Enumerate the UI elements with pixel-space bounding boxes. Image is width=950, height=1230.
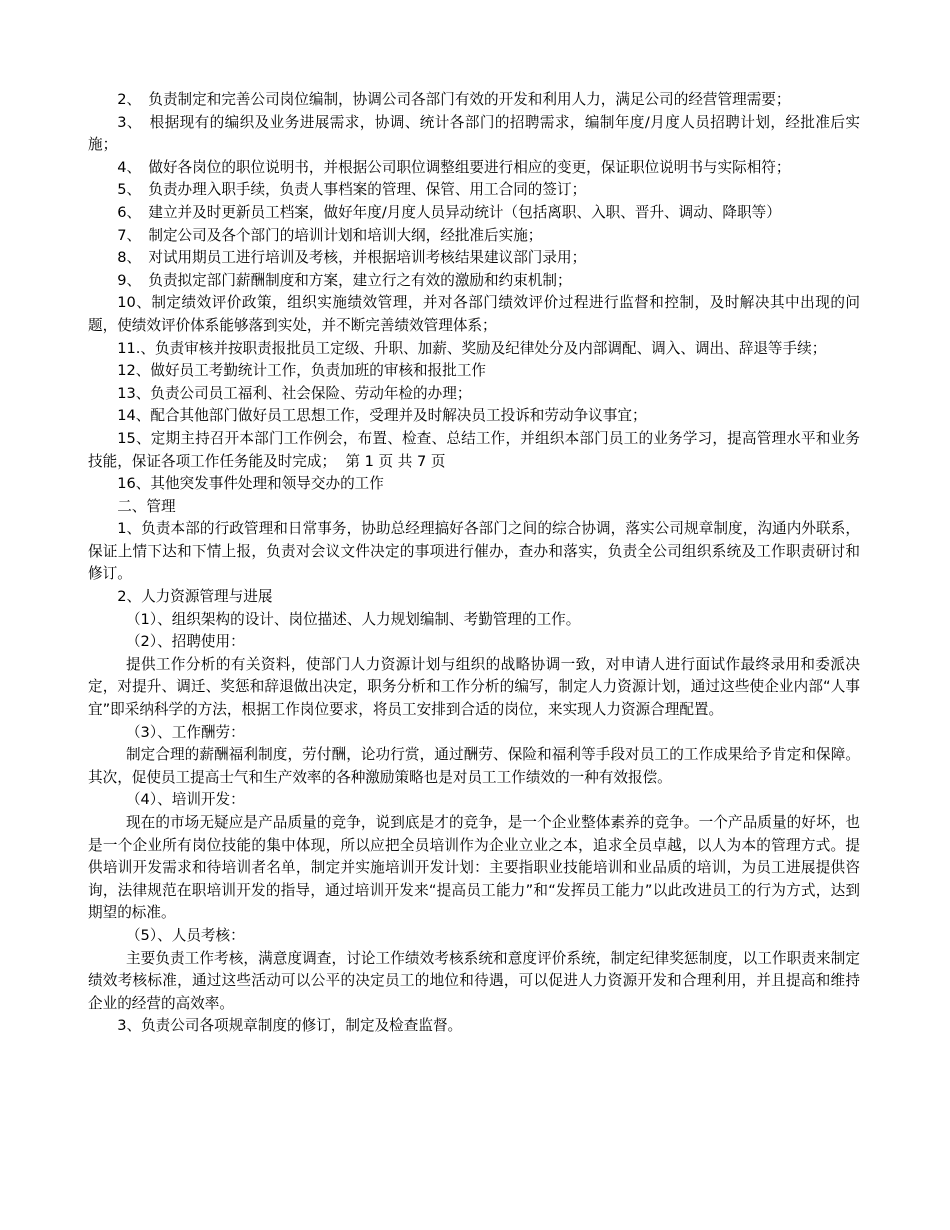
document-page xyxy=(88,89,860,1038)
duty-item-4: 4、 做好各岗位的职位说明书，并根据公司职位调整组要进行相应的变更，保证职位说明书与实际相符； xyxy=(117,158,791,176)
subitem-4-body: 现在的市场无疑应是产品质量的竞争，说到底是才的竞争，是一个企业整体素养的竞争。一个产品质量的好坏，也是一个企业所有岗位技能的集中体现，所以应把全员培训作为企业立业之本，追求全员卓越，以人为本的管理方式。提供培训开发需求和待培训者名单，制定并实施培训开发计划：主要指职业技能培训和业品质的培训，为员工进展提供咨询，法律规范在职培训开发的指导，通过培训开发来“提高员工能力”和“发挥员工能力”以此改进员工的行为方式，达到期望的标准。 xyxy=(88,814,860,922)
duty-item-11: 11.、负责审核并按职责报批员工定级、升职、加薪、奖励及纪律处分及内部调配、调入、调出、辞退等手续； xyxy=(117,339,827,357)
management-item-1: 1、负责本部的行政管理和日常事务，协助总经理搞好各部门之间的综合协调，落实公司规章制度，沟通内外联系，保证上情下达和下情上报，负责对会议文件决定的事项进行催办，查办和落实，负责全公司组织系统及工作职责研讨和修订。 xyxy=(88,520,860,583)
subitem-2-heading: （2）、招聘使用： xyxy=(125,633,245,651)
management-item-3: 3、负责公司各项规章制度的修订，制定及检查监督。 xyxy=(117,1017,463,1035)
duty-item-13: 13、负责公司员工福利、社会保险、劳动年检的办理； xyxy=(117,384,472,402)
duty-item-5: 5、 负责办理入职手续，负责人事档案的管理、保管、用工合同的签订； xyxy=(117,181,587,199)
subitem-4-heading: （4）、培训开发： xyxy=(125,791,245,809)
duty-item-7: 7、 制定公司及各个部门的培训计划和培训大纲，经批准后实施； xyxy=(117,226,543,244)
subitem-3-body: 制定合理的薪酬福利制度，劳付酬，论功行赏，通过酬劳、保险和福利等手段对员工的工作成果给予肯定和保障。其次，促使员工提高士气和生产效率的各种激励策略也是对员工工作绩效的一种有效报偿。 xyxy=(88,746,860,786)
duty-item-16: 16、其他突发事件处理和领导交办的工作 xyxy=(117,475,384,493)
duty-item-8: 8、 对试用期员工进行培训及考核，并根据培训考核结果建议部门录用； xyxy=(117,249,587,267)
subitem-2-body: 提供工作分析的有关资料，使部门人力资源计划与组织的战略协调一致，对申请人进行面试作最终录用和委派决定，对提升、调迁、奖惩和辞退做出决定，职务分析和工作分析的编写，制定人力资源计划，通过这些使企业内部“人事宜”即采纳科学的方法，根据工作岗位要求，将员工安排到合适的岗位，来实现人力资源合理配置。 xyxy=(88,655,860,719)
duty-item-3: 3、 根据现有的编织及业务进展需求，协调、统计各部门的招聘需求，编制年度/月度人员招聘计划，经批准后实施； xyxy=(88,113,860,154)
management-item-2-heading: 2、人力资源管理与进展 xyxy=(117,588,273,606)
duty-item-12: 12、做好员工考勤统计工作，负责加班的审核和报批工作 xyxy=(117,362,487,380)
duty-item-9: 9、 负责拟定部门薪酬制度和方案，建立行之有效的激励和约束机制； xyxy=(117,271,572,289)
subitem-5-heading: （5）、人员考核： xyxy=(125,926,245,944)
section-heading-management: 二、管理 xyxy=(117,497,176,515)
subitem-3-heading: （3）、工作酬劳： xyxy=(125,723,245,741)
duty-item-14: 14、配合其他部门做好员工思想工作，受理并及时解决员工投诉和劳动争议事宜； xyxy=(117,407,647,425)
subitem-5-body: 主要负责工作考核，满意度调查，讨论工作绩效考核系统和意度评价系统，制定纪律奖惩制度，以工作职责来制定绩效考核标准，通过这些活动可以公平的决定员工的地位和待遇，可以促进人力资源开发和合理利用，并且提高和维持企业的经营的高效率。 xyxy=(88,949,860,1012)
subitem-1: （1）、组织架构的设计、岗位描述、人力规划编制、考勤管理的工作。 xyxy=(125,610,581,628)
duty-item-15 xyxy=(88,428,860,473)
duty-item-2: 2、 负责制定和完善公司岗位编制，协调公司各部门有效的开发和利用人力，满足公司的经营管理需要； xyxy=(117,91,791,108)
duty-item-10: 10、制定绩效评价政策，组织实施绩效管理，并对各部门绩效评价过程进行监督和控制，及时解决其中出现的问题，使绩效评价体系能够落到实处，并不断完善绩效管理体系； xyxy=(88,294,860,334)
duty-item-15-text: 15、定期主持召开本部门工作例会，布置、检查、总结工作，并组织本部门员工的业务学习，提高管理水平和业务技能，保证各项工作任务能及时完成； xyxy=(88,429,860,470)
page-number: 第 1 页 共 7 页 xyxy=(336,452,446,470)
duty-item-6: 6、 建立并及时更新员工档案，做好年度/月度人员异动统计（包括离职、入职、晋升、调动、降职等） xyxy=(117,203,781,221)
